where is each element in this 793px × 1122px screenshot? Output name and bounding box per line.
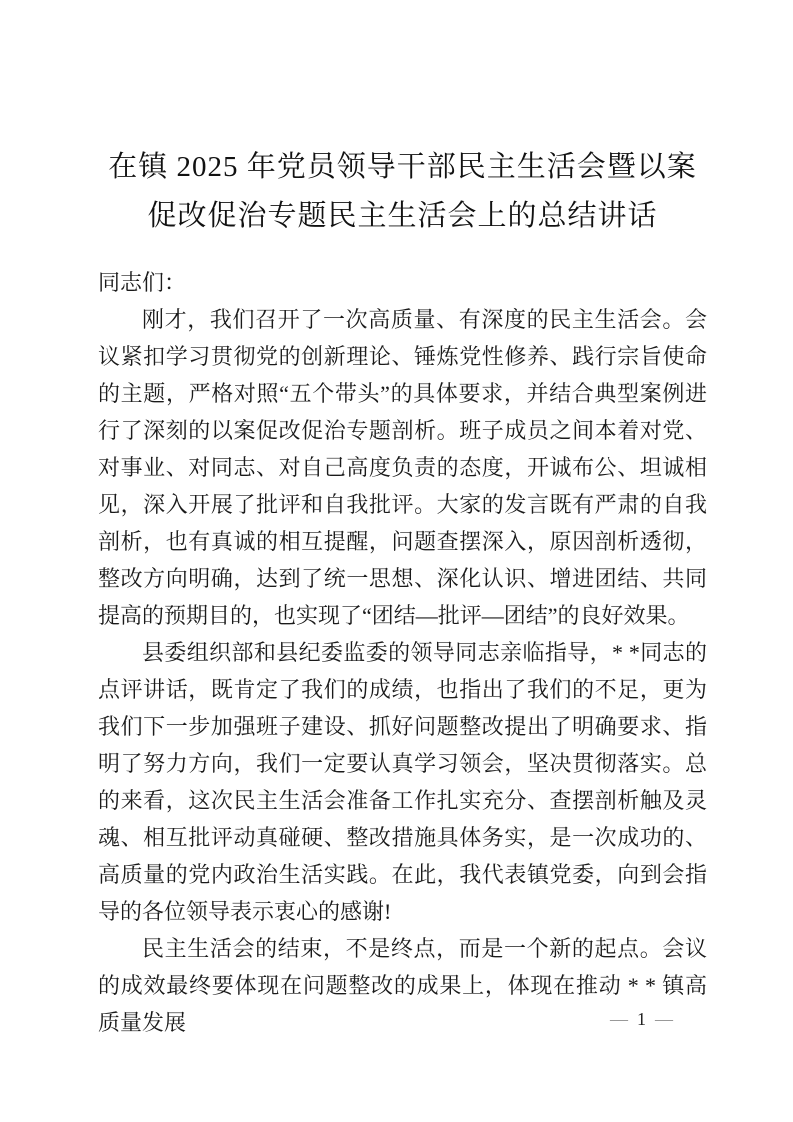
title-line-1: 在镇 2025 年党员领导干部民主生活会暨以案 [108,151,697,183]
document-title [98,143,707,241]
paragraph-1: 刚才，我们召开了一次高质量、有深度的民主生活会。会议紧扣学习贯彻党的创新理论、锤炼党性修养、践行宗旨使命的主题，严格对照“五个带头”的具体要求，并结合典型案例进行了深刻的以案促改促治专题剖析。班子成员之间本着对党、对事业、对同志、对自己高度负责的态度，开诚布公、坦诚相见，深入开展了批评和自我批评。大家的发言既有严肃的自我剖析，也有真诚的相互提醒，问题查摆深入，原因剖析透彻，整改方向明确，达到了统一思想、深化认识、增进团结、共同提高的预期目的，也实现了“团结—批评—团结”的良好效果。 [98,307,707,628]
salutation: 同志们： [98,270,187,295]
paragraph-3: 民主生活会的结束，不是终点，而是一个新的起点。会议的成效最终要体现在问题整改的成果上，体现在推动 * * 镇高质量发展 [98,936,707,1035]
page-number-left-dash: — [610,1009,628,1029]
document-body [98,264,707,1041]
paragraph-2: 县委组织部和县纪委监委的领导同志亲临指导，* *同志的点评讲话，既肯定了我们的成绩，也指出了我们的不足，更为我们下一步加强班子建设、抓好问题整改提出了明确要求、指明了努力方向，我们一定要认真学习领会，坚决贯彻落实。总的来看，这次民主生活会准备工作扎实充分、查摆剖析触及灵魂、相互批评动真碰硬、整改措施具体务实，是一次成功的、高质量的党内政治生活实践。在此，我代表镇党委，向到会指导的各位领导表示衷心的感谢! [98,640,707,924]
page-number-value: 1 [637,1009,646,1029]
document-content [98,0,707,1041]
page-number [610,1008,673,1030]
title-line-2: 促改促治专题民主生活会上的总结讲话 [147,200,658,232]
page-number-right-dash: — [655,1009,673,1029]
